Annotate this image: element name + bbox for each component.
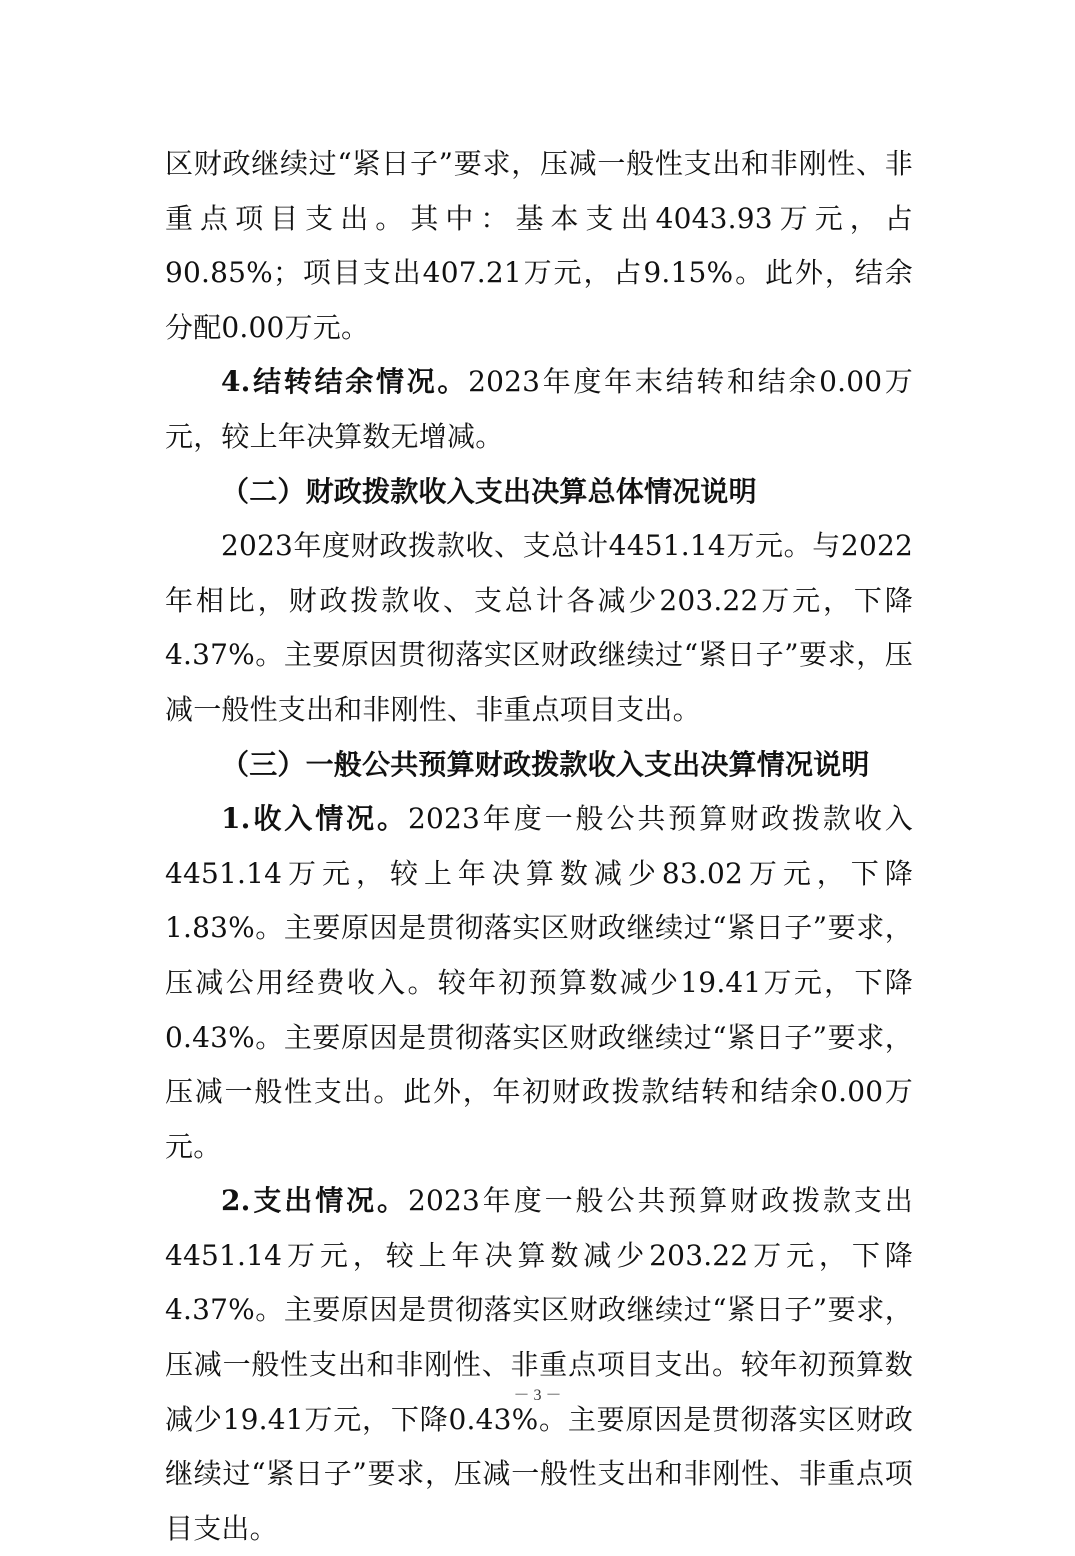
paragraph-lead: 4.结转结余情况。 [221, 365, 469, 399]
paragraph-lead: 2.支出情况。 [221, 1184, 408, 1218]
paragraph-text: 区财政继续过“紧日子”要求，压减一般性支出和非刚性、非重点项目支出。其中：基本支出4043.93万元，占90.85%；项目支出407.21万元，占9.15%。此外，结余分配0.00万元。 [165, 147, 913, 344]
paragraph-fiscal-overview [165, 519, 913, 737]
paragraph-expenditure [165, 1174, 913, 1556]
paragraph-text: 2023年度一般公共预算财政拨款支出4451.14万元，较上年决算数减少203.22万元，下降4.37%。主要原因是贯彻落实区财政继续过“紧日子”要求，压减一般性支出和非刚性、非重点项目支出。较年初预算数减少19.41万元，下降0.43%。主要原因是贯彻落实区财政继续过“紧日子”要求，压减一般性支出和非刚性、非重点项目支出。 [165, 1184, 913, 1545]
document-body [165, 137, 913, 1556]
page-number: － 3 － [513, 1387, 562, 1404]
paragraph-text: 2023年度财政拨款收、支总计4451.14万元。与2022年相比，财政拨款收、支总计各减少203.22万元，下降4.37%。主要原因贯彻落实区财政继续过“紧日子”要求，压减一般性支出和非刚性、非重点项目支出。 [165, 529, 913, 726]
paragraph-lead: 1.收入情况。 [221, 802, 408, 836]
paragraph-text: 2023年度年末结转和结余0.00万元，较上年决算数无增减。 [165, 365, 913, 453]
paragraph-expenditure-continued [165, 137, 913, 355]
section-heading-general-budget: （三）一般公共预算财政拨款收入支出决算情况说明 [221, 747, 870, 781]
section-heading-fiscal-overview: （二）财政拨款收入支出决算总体情况说明 [221, 474, 757, 508]
paragraph-carryover [165, 355, 913, 464]
paragraph-text: 2023年度一般公共预算财政拨款收入4451.14万元，较上年决算数减少83.02万元，下降1.83%。主要原因是贯彻落实区财政继续过“紧日子”要求，压减公用经费收入。较年初预算数减少19.41万元，下降0.43%。主要原因是贯彻落实区财政继续过“紧日子”要求，压减一般性支出。此外，年初财政拨款结转和结余0.00万元。 [165, 802, 913, 1163]
paragraph-income [165, 792, 913, 1174]
